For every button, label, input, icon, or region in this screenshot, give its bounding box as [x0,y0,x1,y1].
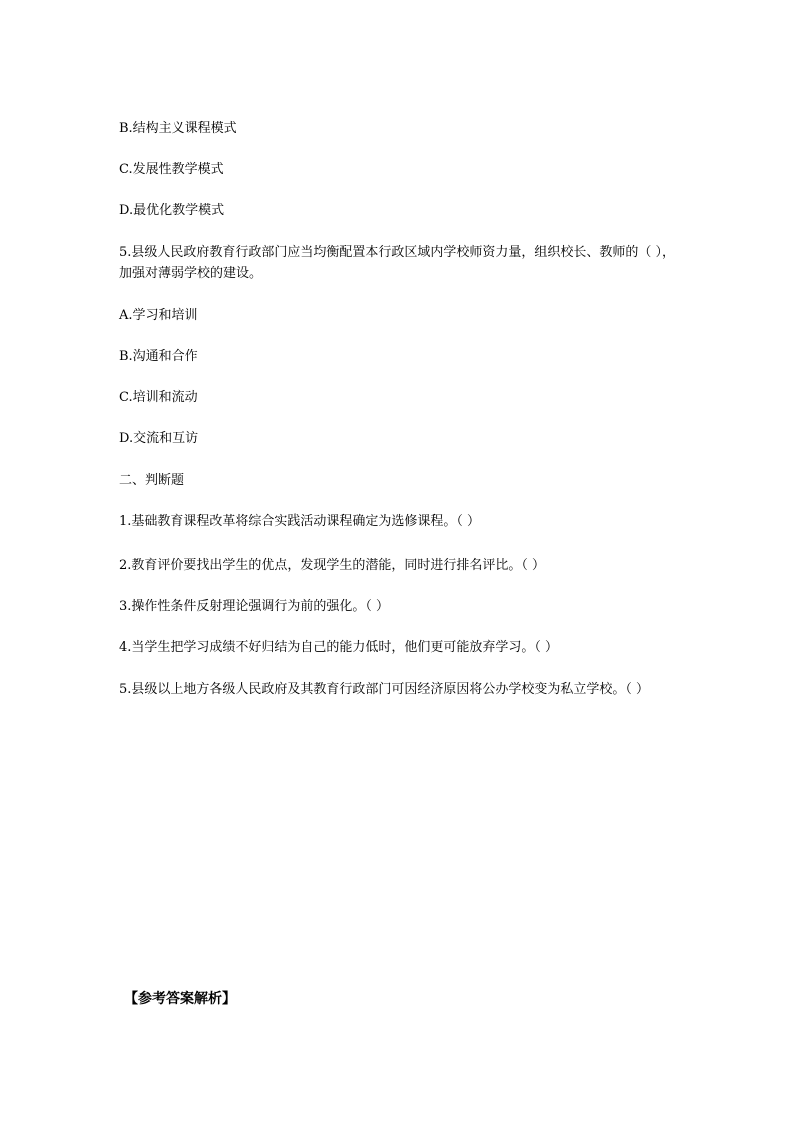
q5-option-b: B.沟通和合作 [119,349,198,364]
q5-option-c: C.培训和流动 [119,390,198,405]
tf-question-2: 2.教育评价要找出学生的优点，发现学生的潜能，同时进行排名评比。（ ） [119,558,546,573]
q4-option-d: D.最优化教学模式 [119,203,225,218]
q5-option-a: A.学习和培训 [119,308,198,323]
q5-stem: 5.县级人民政府教育行政部门应当均衡配置本行政区域内学校师资力量，组织校长、教师的（ ），加强对薄弱学校的建设。 [119,245,676,281]
answer-heading: 【参考答案解析】 [124,991,236,1007]
section-title: 二、判断题 [119,473,185,488]
tf-question-1: 1.基础教育课程改革将综合实践活动课程确定为选修课程。（ ） [119,514,481,529]
tf-question-5: 5.县级以上地方各级人民政府及其教育行政部门可因经济原因将公办学校变为私立学校。（ ） [119,682,650,697]
q5-option-d: D.交流和互访 [119,431,199,446]
tf-question-3: 3.操作性条件反射理论强调行为前的强化。（ ） [119,599,390,614]
q4-option-b: B.结构主义课程模式 [119,121,237,136]
q4-option-c: C.发展性教学模式 [119,162,224,177]
tf-question-4: 4.当学生把学习成绩不好归结为自己的能力低时，他们更可能放弃学习。（ ） [119,640,559,655]
